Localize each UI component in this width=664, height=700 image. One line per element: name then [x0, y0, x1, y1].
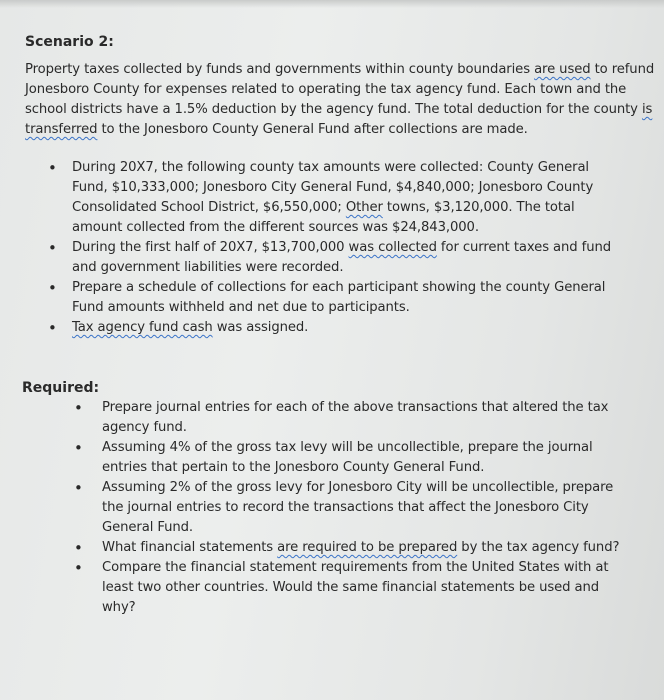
bullet-text: for current taxes and fund and government liabilities were recorded. — [72, 240, 611, 275]
list-item — [74, 398, 634, 438]
required-text: by the tax agency fund? — [457, 540, 620, 555]
bullet-icon: • — [48, 319, 57, 337]
list-item — [74, 438, 634, 478]
intro-text: is transferred — [25, 102, 653, 137]
required-list — [74, 398, 634, 618]
page-edge-shadow — [0, 0, 664, 8]
intro-text: to the Jonesboro County General Fund after collections are made. — [97, 122, 528, 137]
required-text: Compare the financial statement requirements from the United States with at least two other countries. Would the same financial statements be used and why? — [102, 560, 609, 615]
required-text: Assuming 4% of the gross tax levy will be uncollectible, prepare the journal entries that pertain to the Jonesboro County General Fund. — [102, 440, 593, 475]
bullet-icon: • — [74, 539, 83, 557]
intro-text: are used — [534, 62, 591, 77]
bullet-text: towns, $3,120,000. The total amount collected from the different sources was $24,843,000. — [72, 200, 575, 235]
scenario-title: Scenario 2: — [25, 34, 114, 50]
required-text: Assuming 2% of the gross levy for Jonesboro City will be uncollectible, prepare the journal entries to record the transactions that affect the Jonesboro City General Fund. — [102, 480, 614, 535]
scenario-bullet-list — [48, 158, 628, 338]
bullet-text: During 20X7, the following county tax amounts were collected: County General Fund, $10,333,000; Jonesboro City General Fund, $4,840,000; Jonesboro County Consolidated School District, $6,550,000; — [72, 160, 594, 215]
bullet-icon: • — [74, 479, 83, 497]
list-item — [74, 538, 634, 558]
intro-text: Property taxes collected by funds and governments within county boundaries — [25, 62, 535, 77]
list-item — [74, 558, 634, 618]
scenario-intro — [25, 60, 655, 140]
required-text: Prepare journal entries for each of the above transactions that altered the tax agency fund. — [102, 400, 609, 435]
bullet-icon: • — [74, 559, 83, 577]
bullet-icon: • — [48, 279, 57, 297]
required-text: are required to be prepared — [277, 540, 458, 555]
bullet-icon: • — [74, 399, 83, 417]
list-item — [48, 238, 628, 278]
list-item — [74, 478, 634, 538]
required-heading: Required: — [22, 380, 100, 396]
intro-text: to refund Jonesboro County for expenses related to operating the tax agency fund. Each town and the school districts have a 1.5% deduction by the agency fund. The total deduction for the county — [25, 62, 655, 117]
bullet-text: was collected — [348, 240, 437, 255]
bullet-icon: • — [48, 239, 57, 257]
bullet-text: Tax agency fund cash — [72, 320, 213, 335]
list-item — [48, 158, 628, 238]
bullet-text: During the first half of 20X7, $13,700,000 — [72, 240, 349, 255]
bullet-icon: • — [74, 439, 83, 457]
bullet-icon: • — [48, 159, 57, 177]
bullet-text: was assigned. — [212, 320, 309, 335]
bullet-text: Other — [345, 200, 383, 215]
required-text: What financial statements — [102, 540, 278, 555]
list-item — [48, 278, 628, 318]
list-item — [48, 318, 628, 338]
bullet-text: Prepare a schedule of collections for each participant showing the county General Fund amounts withheld and net due to participants. — [72, 280, 606, 315]
